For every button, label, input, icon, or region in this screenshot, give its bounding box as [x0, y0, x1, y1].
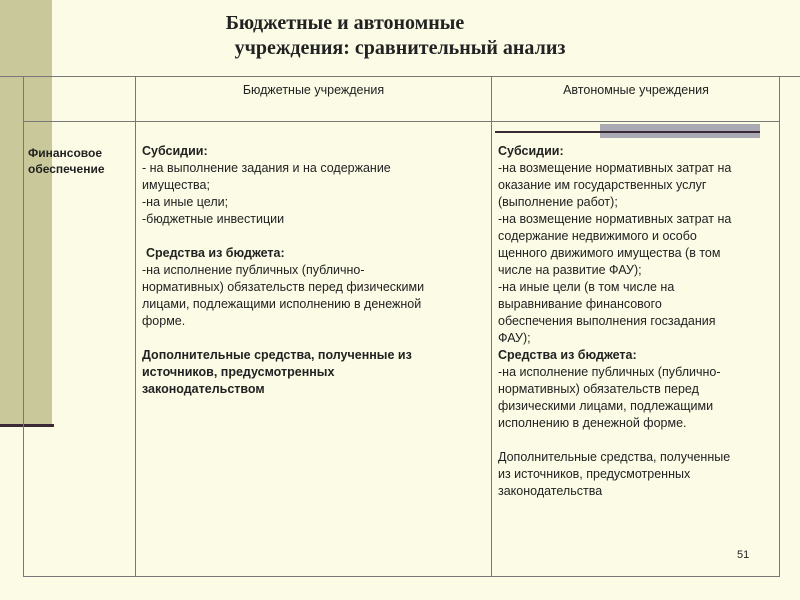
column-divider	[135, 77, 136, 576]
title-line-1: Бюджетные и автономные	[225, 12, 465, 34]
budget-funds-heading: Средства из бюджета:	[146, 246, 285, 260]
auto-subsidies-line: щенного движимого имущества (в том	[498, 246, 721, 260]
budget-subsidies-line: имущества;	[142, 178, 210, 192]
budget-funds-line: форме.	[142, 314, 186, 328]
budget-subsidies-line: -бюджетные инвестиции	[142, 212, 285, 226]
slide-title	[150, 11, 650, 61]
comparison-table	[23, 76, 780, 577]
header-autonomous: Автономные учреждения	[563, 83, 709, 97]
budget-additional-line: законодательством	[142, 382, 265, 396]
auto-additional-line: законодательства	[498, 484, 603, 498]
auto-subsidies-line: обеспечения выполнения госзадания	[498, 314, 716, 328]
budget-additional-line: источников, предусмотренных	[142, 365, 335, 379]
auto-subsidies-line: выравнивание финансового	[498, 297, 662, 311]
auto-subsidies-line: -на возмещение нормативных затрат на	[498, 161, 732, 175]
budget-subsidies-heading: Субсидии:	[142, 144, 208, 158]
header-divider	[24, 121, 779, 122]
auto-funds-heading: Средства из бюджета:	[498, 348, 637, 362]
decorative-accent-line	[495, 131, 760, 133]
budget-financing-cell	[142, 143, 482, 398]
auto-funds-line: -на исполнение публичных (публично-	[498, 365, 721, 379]
spacer	[142, 228, 482, 245]
budget-subsidies-line: - на выполнение задания и на содержание	[142, 161, 391, 175]
auto-subsidies-line: содержание недвижимого и особо	[498, 229, 697, 243]
auto-subsidies-line: (выполнение работ);	[498, 195, 618, 209]
auto-subsidies-line: -на возмещение нормативных затрат на	[498, 212, 732, 226]
header-budget: Бюджетные учреждения	[242, 83, 385, 97]
auto-subsidies-line: числе на развитие ФАУ);	[498, 263, 642, 277]
auto-subsidies-line: -на иные цели (в том числе на	[498, 280, 675, 294]
auto-additional-line: Дополнительные средства, полученные	[498, 450, 731, 464]
budget-additional-line: Дополнительные средства, полученные из	[142, 348, 412, 362]
budget-funds-line: лицами, подлежащими исполнению в денежной	[142, 297, 422, 311]
auto-additional-line: из источников, предусмотренных	[498, 467, 691, 481]
auto-funds-line: нормативных) обязательств перед	[498, 382, 699, 396]
column-divider	[491, 77, 492, 576]
autonomous-financing-cell	[498, 143, 778, 500]
auto-funds-line: физическими лицами, подлежащими	[498, 399, 714, 413]
budget-funds-line: нормативных) обязательств перед физическими	[142, 280, 425, 294]
title-line-2: учреждения: сравнительный анализ	[234, 37, 566, 59]
spacer	[498, 432, 778, 449]
page-number: 51	[737, 549, 750, 561]
auto-funds-line: исполнению в денежной форме.	[498, 416, 687, 430]
row-label-financing	[28, 145, 133, 177]
auto-subsidies-line: ФАУ);	[498, 331, 531, 345]
budget-funds-line: -на исполнение публичных (публично-	[142, 263, 365, 277]
spacer	[142, 330, 482, 347]
row-label-line: Финансовое	[28, 146, 103, 160]
auto-subsidies-line: оказание им государственных услуг	[498, 178, 707, 192]
auto-subsidies-heading: Субсидии:	[498, 144, 564, 158]
budget-subsidies-line: -на иные цели;	[142, 195, 229, 209]
row-label-line: обеспечение	[28, 162, 105, 176]
